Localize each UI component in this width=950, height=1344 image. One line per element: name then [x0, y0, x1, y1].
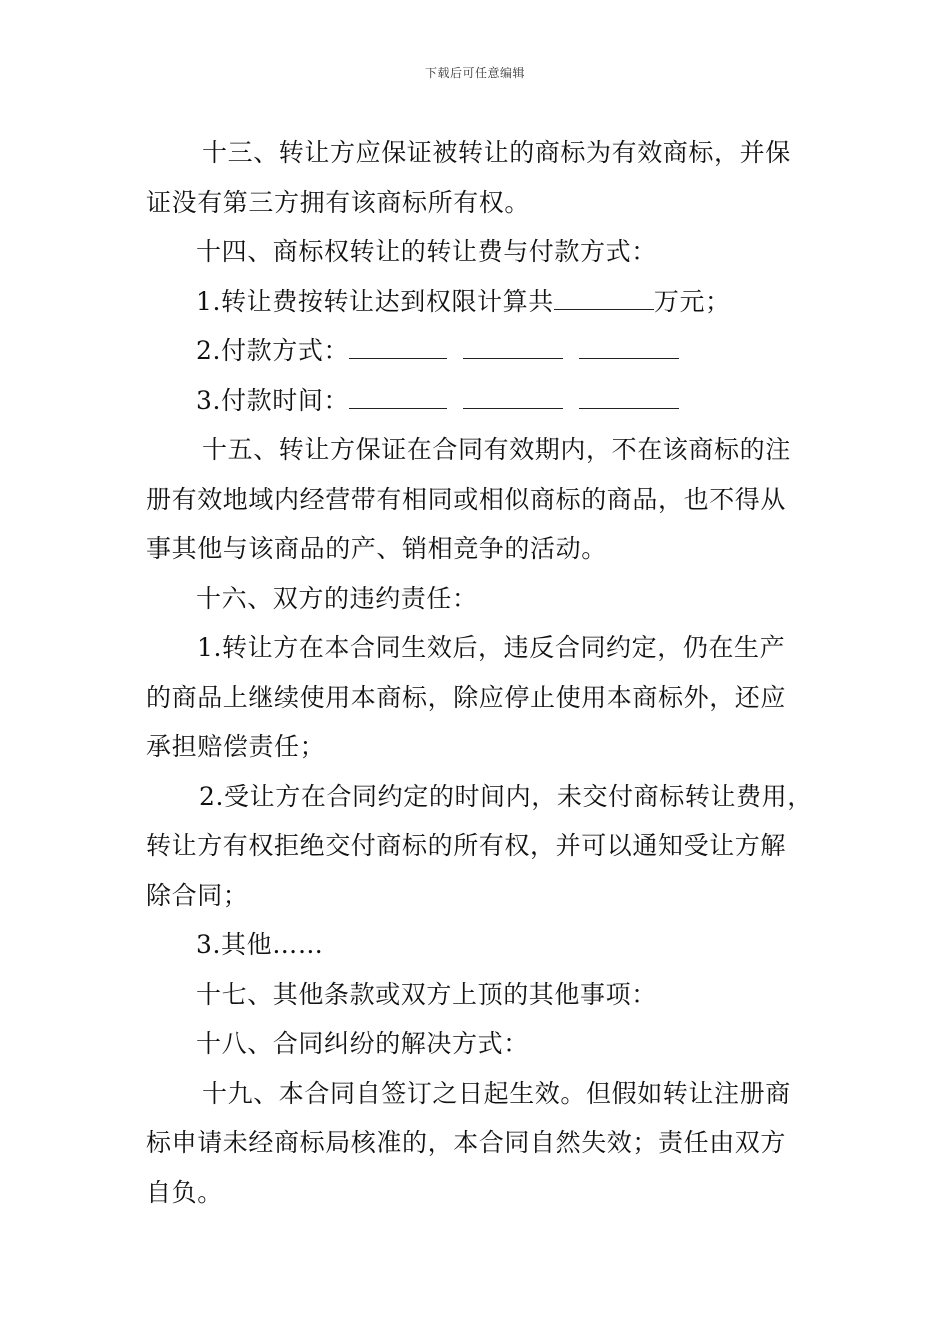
payment-method-blank-3[interactable] [579, 338, 679, 359]
clause-19-line-1: 十九、本合同自签订之日起生效。但假如转让注册商 [202, 1078, 791, 1108]
clause-18: 十八、合同纠纷的解决方式： [196, 1029, 529, 1058]
clause-13-line-2: 证没有第三方拥有该商标所有权。 [146, 187, 531, 217]
clause-19-line-3: 自负。 [146, 1177, 223, 1207]
clause-16-item-1-line-2: 的商品上继续使用本商标，除应停止使用本商标外，还应 [146, 682, 787, 712]
payment-method-label: 2.付款方式： [196, 336, 350, 365]
clause-19-line-2: 标申请未经商标局核准的，本合同自然失效；责任由双方 [146, 1128, 787, 1157]
clause-16-item-2-line-2: 转让方有权拒绝交付商标的所有权，并可以通知受让方解 [146, 831, 787, 860]
clause-14-item-3 [146, 376, 816, 426]
clause-16-item-2-line-3: 除合同； [146, 880, 249, 910]
clause-16-item-1-line-1: 1.转让方在本合同生效后，违反合同约定，仍在生产 [197, 633, 786, 662]
clause-16-item-2-line-1: 2.受让方在合同约定的时间内，未交付商标转让费用， [199, 781, 813, 811]
payment-time-label: 3.付款时间： [196, 385, 350, 415]
clause-16-item-3: 3.其他…… [196, 930, 324, 959]
fee-prefix: 1.转让费按转让达到权限计算共 [196, 286, 554, 316]
clause-14-item-2 [146, 326, 816, 376]
clause-17: 十七、其他条款或双方上顶的其他事项： [196, 979, 657, 1009]
clause-15-line-1: 十五、转让方保证在合同有效期内，不在该商标的注 [202, 435, 791, 464]
clause-13-line-1: 十三、转让方应保证被转让的商标为有效商标，并保 [202, 138, 791, 167]
payment-time-blank-3[interactable] [579, 388, 679, 409]
clause-15-line-2: 册有效地域内经营带有相同或相似商标的商品，也不得从 [146, 484, 787, 514]
payment-time-blank-1[interactable] [349, 388, 447, 409]
fee-amount-blank[interactable] [554, 289, 654, 310]
payment-method-blank-1[interactable] [349, 338, 447, 359]
payment-method-blank-2[interactable] [463, 338, 563, 359]
clause-16-item-1-line-3: 承担赔偿责任； [146, 732, 326, 761]
payment-time-blank-2[interactable] [463, 388, 563, 409]
clause-14-item-1 [146, 277, 816, 327]
page-header-note: 下载后可任意编辑 [424, 66, 525, 80]
fee-suffix: 万元； [653, 286, 731, 316]
clause-16-title: 十六、双方的违约责任： [196, 583, 478, 613]
clause-15-line-3: 事其他与该商品的产、销相竞争的活动。 [146, 534, 607, 563]
clause-14-title: 十四、商标权转让的转让费与付款方式： [196, 237, 657, 266]
document-body [146, 128, 816, 1217]
